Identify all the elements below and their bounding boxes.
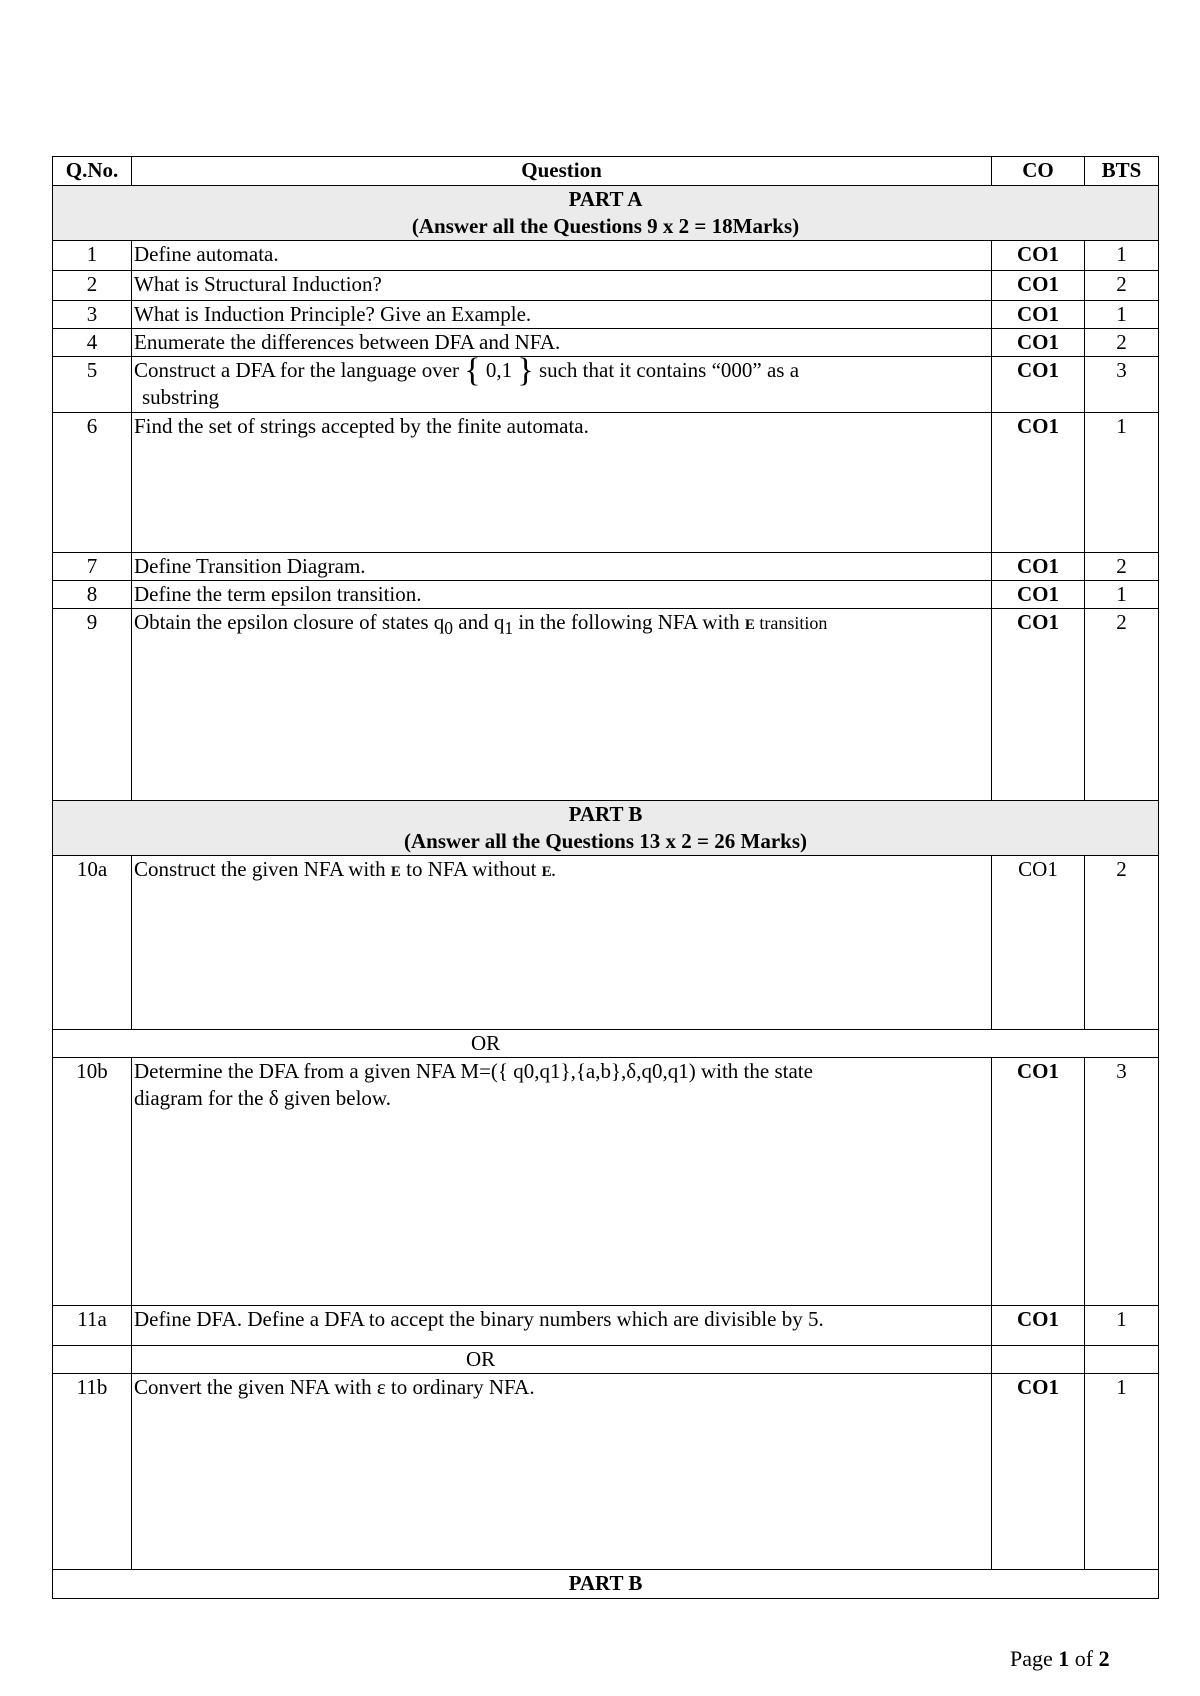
- question-text: What is Induction Principle? Give an Example.: [132, 301, 992, 329]
- question-co: CO1: [992, 357, 1085, 413]
- question-co: CO1: [992, 1058, 1085, 1306]
- question-bts: 2: [1085, 609, 1159, 801]
- question-text: What is Structural Induction?: [132, 271, 992, 301]
- question-text: [132, 1058, 992, 1306]
- question-bts: 1: [1085, 413, 1159, 553]
- question-co: CO1: [992, 271, 1085, 301]
- question-text-part: and q: [453, 610, 505, 634]
- question-row-9: [53, 609, 1159, 801]
- question-text: [132, 856, 992, 1030]
- question-bts: 1: [1085, 241, 1159, 271]
- question-number: 1: [53, 241, 132, 271]
- question-row-7: [53, 553, 1159, 581]
- question-co: CO1: [992, 609, 1085, 801]
- question-text-line2: diagram for the δ given below.: [134, 1086, 391, 1110]
- epsilon-symbol: E: [390, 864, 401, 880]
- part-b-title: PART B: [568, 802, 643, 826]
- header-question: Question: [132, 157, 992, 186]
- question-co: CO1: [992, 1306, 1085, 1346]
- question-number: 2: [53, 271, 132, 301]
- question-bts: 2: [1085, 553, 1159, 581]
- header-qno: Q.No.: [53, 157, 132, 186]
- question-bts: 1: [1085, 581, 1159, 609]
- question-text-part: such that it contains “000” as a: [538, 358, 800, 382]
- page-total: 2: [1098, 1646, 1110, 1671]
- part-b-heading-row: [53, 801, 1159, 856]
- left-brace-icon: {: [464, 352, 481, 389]
- question-number: 9: [53, 609, 132, 801]
- question-text: [132, 352, 992, 413]
- part-b-continued-row: [53, 1570, 1159, 1599]
- question-text-part: Construct the given NFA with: [134, 857, 391, 881]
- header-bts: BTS: [1085, 157, 1159, 186]
- question-row-3: [53, 301, 1159, 329]
- question-row-11b: [53, 1374, 1159, 1570]
- or-label: OR: [471, 1031, 501, 1055]
- part-a-title: PART A: [568, 187, 643, 211]
- question-text-part: to NFA without: [400, 857, 542, 881]
- page-footer: [1010, 1646, 1110, 1672]
- question-bts: 1: [1085, 301, 1159, 329]
- question-co: CO1: [992, 329, 1085, 357]
- question-co: CO1: [992, 301, 1085, 329]
- question-row-5: [53, 357, 1159, 413]
- question-co: CO1: [992, 413, 1085, 553]
- question-number: 8: [53, 581, 132, 609]
- question-row-4: [53, 329, 1159, 357]
- question-text: Define the term epsilon transition.: [132, 581, 992, 609]
- of-label: of: [1074, 1646, 1094, 1671]
- question-number: 11a: [53, 1306, 132, 1346]
- epsilon-symbol: E: [744, 617, 755, 633]
- page-label: Page: [1010, 1646, 1053, 1671]
- subscript-1: 1: [504, 618, 514, 639]
- question-bts: 1: [1085, 1374, 1159, 1570]
- question-co: CO1: [992, 1374, 1085, 1570]
- question-number: 11b: [53, 1374, 132, 1570]
- or-row-1: [53, 1030, 1159, 1058]
- part-a-heading-row: [53, 186, 1159, 241]
- question-number: 3: [53, 301, 132, 329]
- question-text-part: Obtain the epsilon closure of states q: [134, 610, 445, 634]
- question-text-line2: substring: [142, 385, 220, 409]
- subscript-0: 0: [444, 618, 454, 639]
- question-bts: 3: [1085, 357, 1159, 413]
- question-bts: 2: [1085, 856, 1159, 1030]
- header-row: [53, 157, 1159, 186]
- question-number: 6: [53, 413, 132, 553]
- question-row-1: [53, 241, 1159, 271]
- question-co: CO1: [992, 553, 1085, 581]
- question-text: Define DFA. Define a DFA to accept the binary numbers which are divisible by 5.: [132, 1306, 992, 1346]
- question-bts: 2: [1085, 271, 1159, 301]
- or-row-2: [53, 1346, 1159, 1374]
- question-co: CO1: [992, 241, 1085, 271]
- question-co: CO1: [992, 856, 1085, 1030]
- question-co: CO1: [992, 581, 1085, 609]
- question-bts: 3: [1085, 1058, 1159, 1306]
- question-text: Find the set of strings accepted by the finite automata.: [132, 413, 992, 553]
- epsilon-symbol: E.: [541, 864, 556, 880]
- header-co: CO: [992, 157, 1085, 186]
- question-text: Define automata.: [132, 241, 992, 271]
- part-b-next-title: PART B: [53, 1570, 1159, 1599]
- question-number: 10a: [53, 856, 132, 1030]
- part-b-instruction: (Answer all the Questions 13 x 2 = 26 Marks): [404, 829, 807, 853]
- set-members: 0,1: [485, 358, 513, 382]
- question-text: Convert the given NFA with ε to ordinary NFA.: [132, 1374, 992, 1570]
- part-a-instruction: (Answer all the Questions 9 x 2 = 18Marks): [411, 214, 800, 238]
- question-bts: 1: [1085, 1306, 1159, 1346]
- question-text-part: transition: [754, 613, 828, 633]
- question-bts: 2: [1085, 329, 1159, 357]
- question-text: [132, 609, 992, 801]
- or-label: OR: [466, 1347, 496, 1371]
- question-number: 10b: [53, 1058, 132, 1306]
- question-text: Enumerate the differences between DFA and NFA.: [132, 329, 992, 357]
- question-row-10a: [53, 856, 1159, 1030]
- question-number: 5: [53, 357, 132, 413]
- question-text-part: Construct a DFA for the language over: [134, 358, 460, 382]
- question-number: 4: [53, 329, 132, 357]
- question-text-part: in the following NFA with: [513, 610, 745, 634]
- page-number: 1: [1058, 1646, 1070, 1671]
- question-text: Define Transition Diagram.: [132, 553, 992, 581]
- question-row-8: [53, 581, 1159, 609]
- question-text-line1: Determine the DFA from a given NFA M=({ q0,q1},{a,b},δ,q0,q1) with the state: [134, 1059, 813, 1083]
- question-number: 7: [53, 553, 132, 581]
- question-row-6: [53, 413, 1159, 553]
- question-row-10b: [53, 1058, 1159, 1306]
- question-row-2: [53, 271, 1159, 301]
- right-brace-icon: }: [517, 352, 534, 389]
- question-row-11a: [53, 1306, 1159, 1346]
- exam-table: [52, 156, 1159, 1599]
